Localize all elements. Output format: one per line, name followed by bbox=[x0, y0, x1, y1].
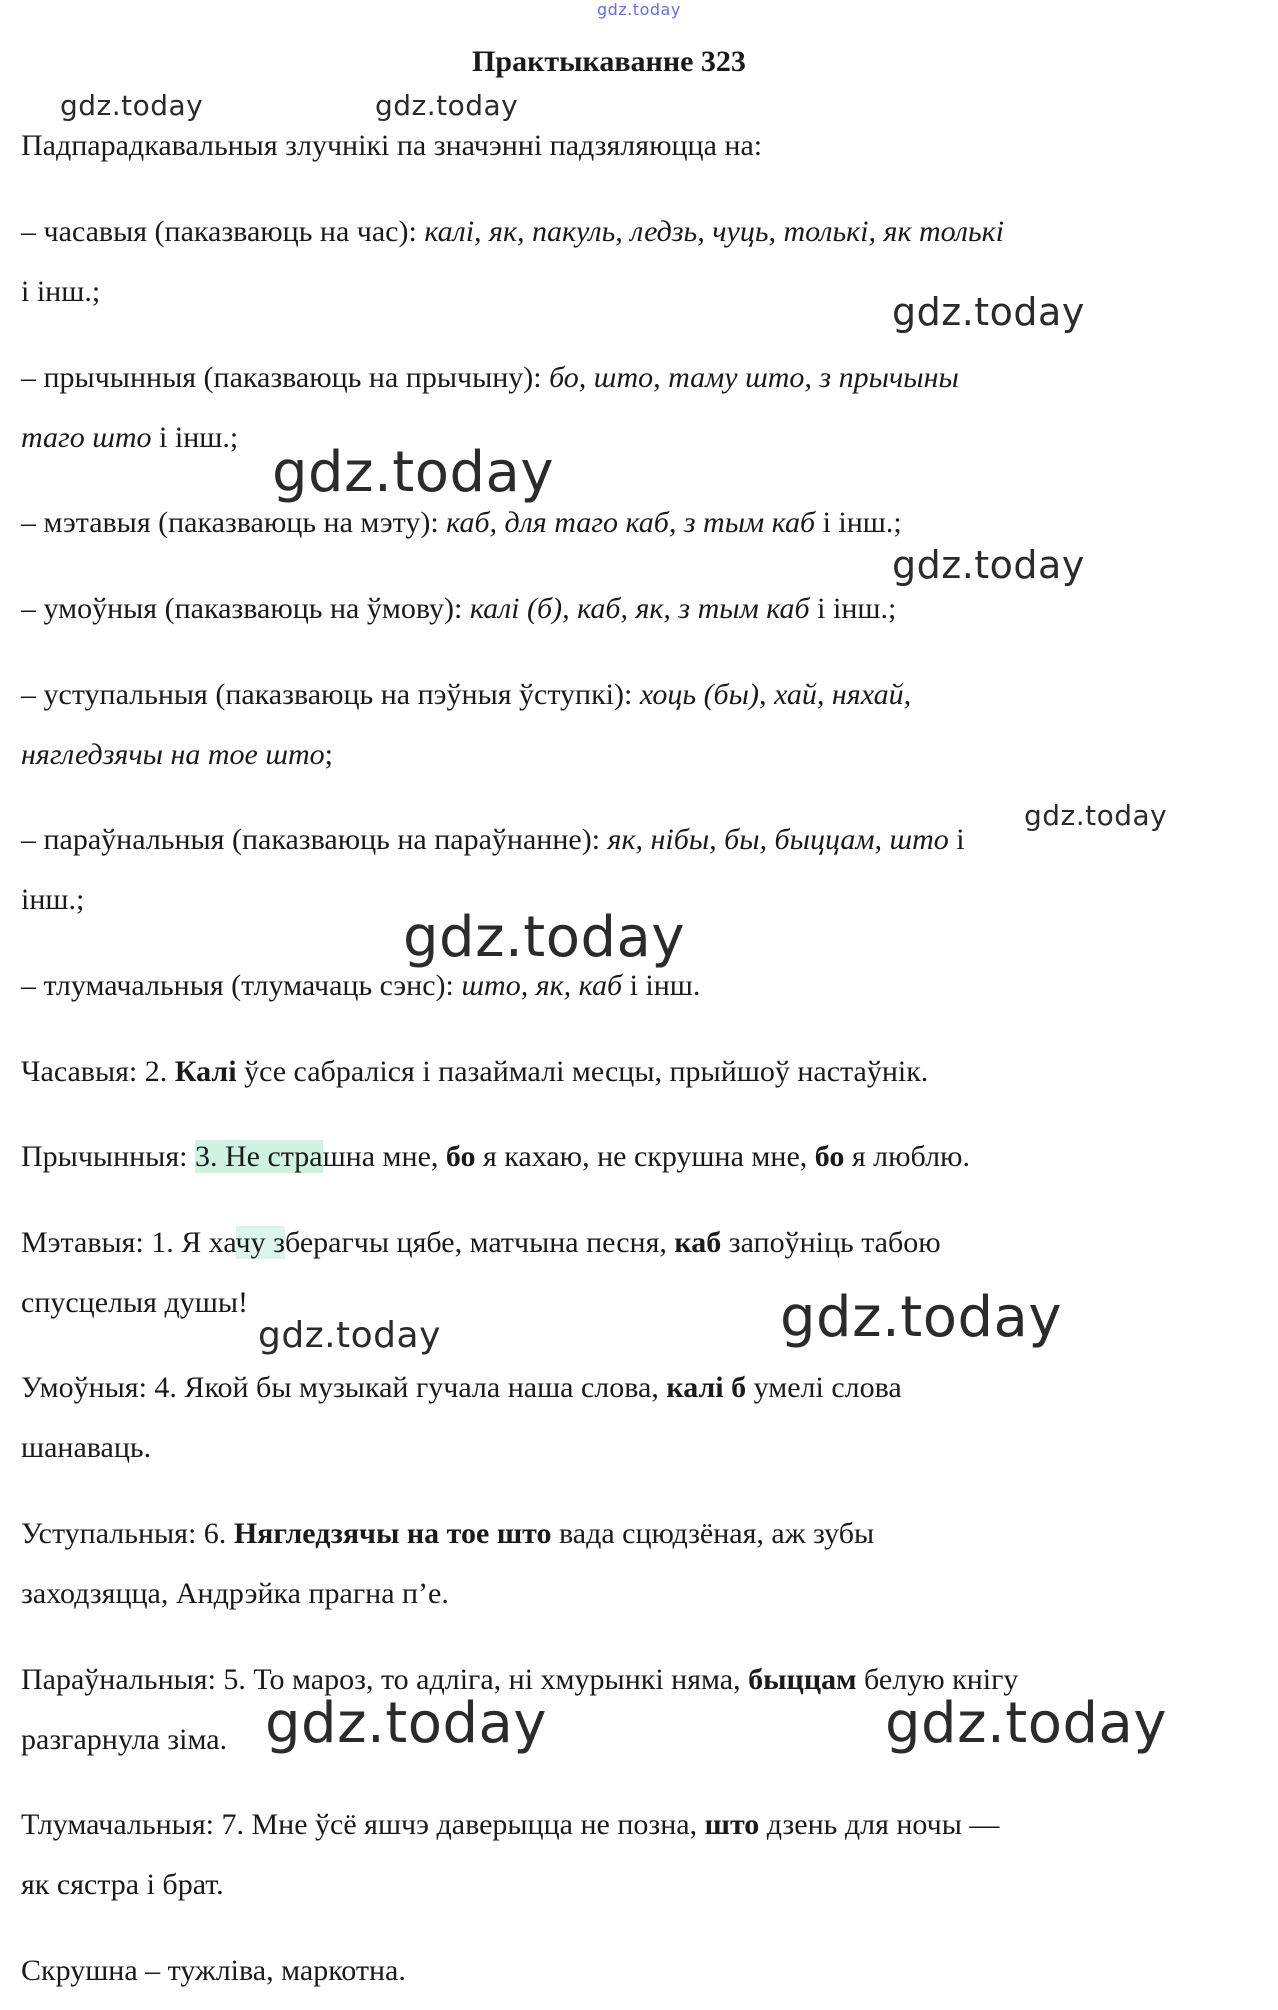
watermark: gdz.today bbox=[885, 1691, 1168, 1756]
category-explanatory: – тлумачальныя (тлумачаць сэнс): што, як, каб і інш. bbox=[21, 969, 701, 1002]
answer-temporal: Часавыя: 2. Калі ўсе сабраліся і пазаймалі месцы, прыйшоў настаўнік. bbox=[21, 1055, 929, 1088]
watermark: gdz.today bbox=[272, 440, 555, 505]
watermark: gdz.today bbox=[60, 89, 204, 122]
category-concessive-cont: нягледзячы на тое што; bbox=[21, 738, 334, 771]
watermark: gdz.today bbox=[375, 89, 519, 122]
watermark: gdz.today bbox=[597, 0, 681, 19]
page-title: Практыкаванне 323 bbox=[472, 45, 746, 78]
intro-text: Падпарадкавальныя злучнікі па значэнні падзяляюцца на: bbox=[21, 129, 763, 162]
category-causal: – прычынныя (паказваюць на прычыну): бо, што, таму што, з прычыны bbox=[21, 361, 959, 394]
answer-concessive: Уступальныя: 6. Нягледзячы на тое што вада сцюдзёная, аж зубы bbox=[21, 1517, 875, 1550]
answer-purpose: Мэтавыя: 1. Я хачу зберагчы цябе, матчына песня, каб запоўніць табою bbox=[21, 1226, 941, 1259]
answer-causal: Прычынныя: 3. Не страшна мне, бо я кахаю, не скрушна мне, бо я люблю. bbox=[21, 1140, 970, 1173]
category-temporal-cont: і інш.; bbox=[21, 275, 101, 308]
vocabulary-note: Скрушна – тужліва, маркотна. bbox=[21, 1954, 406, 1987]
answer-explanatory-cont: як сястра і брат. bbox=[21, 1868, 224, 1901]
watermark: gdz.today bbox=[892, 290, 1085, 334]
category-purpose: – мэтавыя (паказваюць на мэту): каб, для таго каб, з тым каб і інш.; bbox=[21, 506, 902, 539]
answer-concessive-cont: заходзяцца, Андрэйка прагна п’е. bbox=[21, 1577, 449, 1610]
answer-comparative: Параўнальныя: 5. То мароз, то адліга, ні хмурынкі няма, быццам белую кнігу bbox=[21, 1663, 1019, 1696]
answer-conditional-cont: шанаваць. bbox=[21, 1431, 152, 1464]
category-causal-cont: таго што і інш.; bbox=[21, 421, 239, 454]
category-comparative: – параўнальныя (паказваюць на параўнанне): як, нібы, бы, быццам, што і bbox=[21, 823, 965, 856]
category-conditional: – умоўныя (паказваюць на ўмову): калі (б), каб, як, з тым каб і інш.; bbox=[21, 592, 897, 625]
answer-purpose-cont: спусцелыя душы! bbox=[21, 1286, 248, 1319]
watermark: gdz.today bbox=[780, 1285, 1063, 1350]
category-temporal: – часавыя (паказваюць на час): калі, як, пакуль, ледзь, чуць, толькі, як толькі bbox=[21, 215, 1005, 248]
category-comparative-cont: інш.; bbox=[21, 883, 85, 916]
watermark: gdz.today bbox=[1024, 799, 1168, 832]
watermark: gdz.today bbox=[892, 543, 1085, 587]
watermark: gdz.today bbox=[265, 1691, 548, 1756]
watermark: gdz.today bbox=[403, 905, 686, 970]
answer-conditional: Умоўныя: 4. Якой бы музыкай гучала наша слова, калі б умелі слова bbox=[21, 1371, 902, 1404]
answer-comparative-cont: разгарнула зіма. bbox=[21, 1723, 228, 1756]
watermark: gdz.today bbox=[258, 1315, 441, 1356]
category-concessive: – уступальныя (паказваюць на пэўныя ўступкі): хоць (бы), хай, няхай, bbox=[21, 678, 912, 711]
answer-explanatory: Тлумачальныя: 7. Мне ўсё яшчэ даверыцца не позна, што дзень для ночы — bbox=[21, 1808, 1000, 1841]
